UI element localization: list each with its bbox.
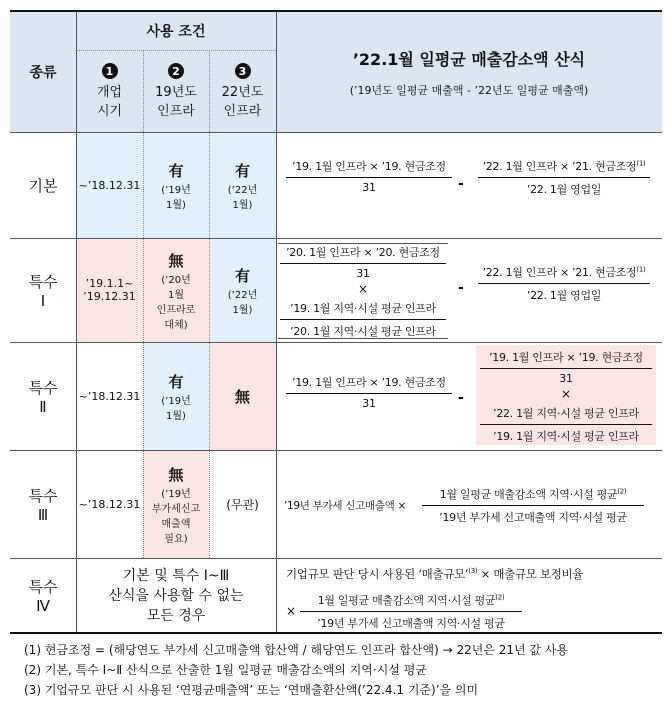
s3-den: ’19년 부가세 신고매출액 지역·시설 평균 xyxy=(439,511,627,524)
s2-infra19-note1: (’19년 xyxy=(161,395,191,407)
s3-opening-cell xyxy=(76,450,143,558)
fraction-bar xyxy=(480,424,652,425)
s2-right-fraction-1 xyxy=(480,349,652,385)
footnote-1: (1) 현금조정 = (해당연도 부가세 신고매출액 합산액 / 해당연도 인프라 합산액) → 22년은 21년 값 사용 xyxy=(24,643,568,657)
s1-infra19-note1: (’20년 xyxy=(161,274,191,286)
s4-cond-line2: 산식을 사용할 수 없는 xyxy=(108,588,244,604)
s2-infra19-main: 有 xyxy=(168,372,184,391)
s1-infra19-note2: 1월 xyxy=(167,289,185,301)
s2-infra22-cell xyxy=(209,342,276,450)
footnote-1-ref: (1) xyxy=(636,265,646,274)
s1-opening-line2: ’19.12.31 xyxy=(83,290,136,303)
row-s2-type xyxy=(10,342,76,450)
s2-infra19-note2: 1월) xyxy=(166,410,186,422)
header-type-cell xyxy=(10,12,76,132)
s2-type-label: 특수 xyxy=(28,378,58,397)
s1-infra22-cell xyxy=(209,238,276,342)
s1-infra19-note3: 인프라로 xyxy=(156,304,196,316)
formula-title: ’22.1월 일평균 매출감소액 산식 xyxy=(352,49,586,69)
basic-right-den: ’22. 1월 영업일 xyxy=(526,183,602,196)
divider xyxy=(76,12,77,632)
s3-infra19-cell xyxy=(143,450,209,558)
basic-opening-cell xyxy=(76,132,143,238)
s2-infra19-cell xyxy=(143,342,209,450)
cond1-label-line1: 개업 xyxy=(96,85,123,100)
s3-prefix: ’19년 부가세 신고매출액 × xyxy=(284,500,406,512)
s2-opening: ~’18.12.31 xyxy=(78,389,141,403)
s2-right-num2: ’22. 1월 지역·시설 평균 인프라 xyxy=(493,407,639,420)
cond1-label-line2: 시기 xyxy=(96,104,123,119)
basic-type-label: 기본 xyxy=(28,176,58,195)
footnote-1-ref: (1) xyxy=(636,159,646,168)
divider xyxy=(143,50,144,558)
fraction-bar xyxy=(286,393,452,394)
s3-infra22-cell xyxy=(209,450,276,558)
s2-right-block xyxy=(476,345,656,445)
divider xyxy=(10,450,662,451)
number-2-icon: 2 xyxy=(168,63,184,79)
fraction-bar xyxy=(478,283,650,284)
s4-type-label: 특수 xyxy=(28,577,58,596)
basic-right-num: ’22. 1월 인프라 × ’21. 현금조정 xyxy=(482,160,637,173)
s1-infra22-main: 有 xyxy=(234,266,250,285)
s3-opening: ~’18.12.31 xyxy=(78,497,141,511)
basic-left-num: ’19. 1월 인프라 × ’19. 현금조정 xyxy=(292,160,446,173)
s2-right-fraction-2 xyxy=(480,405,652,444)
basic-infra22-note: (’22년 xyxy=(227,184,258,196)
s2-left-fraction xyxy=(286,374,452,410)
s2-right-times: × xyxy=(560,387,572,401)
s1-infra22-note2: 1월) xyxy=(232,304,253,316)
header-type-label: 종류 xyxy=(29,65,57,81)
s4-line1-b: × 매출규모 보정비율 xyxy=(477,567,584,581)
formula-table xyxy=(10,10,662,634)
s4-type-numeral: Ⅳ xyxy=(36,596,50,615)
footnote-2: (2) 기본, 특수 Ⅰ~Ⅱ 산식으로 산출한 1월 일평균 매출감소액의 지역·시설 평균 xyxy=(24,663,427,677)
divider xyxy=(76,50,276,51)
divider xyxy=(10,238,662,239)
basic-minus: - xyxy=(458,176,464,192)
divider xyxy=(10,558,662,559)
s4-line1-a: 기업규모 판단 당시 사용된 ‘매출규모’ xyxy=(286,567,469,581)
s1-right-den: ’22. 1월 영업일 xyxy=(526,289,602,302)
header-conditions-label: 사용 조건 xyxy=(146,24,206,40)
header-cond1-cell xyxy=(76,50,143,132)
s3-num: 1월 일평균 매출감소액 지역·시설 평균 xyxy=(439,488,618,501)
basic-infra19-main: 有 xyxy=(168,161,184,180)
s4-num: 1월 일평균 매출감소액 지역·시설 평균 xyxy=(317,594,496,607)
s1-opening-line1: ’19.1.1~ xyxy=(85,277,134,290)
s1-left-times: × xyxy=(357,282,369,296)
number-3-icon: 3 xyxy=(235,63,251,79)
s3-fraction xyxy=(422,486,644,525)
s1-infra19-main: 無 xyxy=(168,251,184,270)
basic-right-fraction xyxy=(478,158,650,197)
s1-right-fraction xyxy=(478,264,650,303)
header-conditions-cell xyxy=(76,12,276,50)
s3-infra19-main: 無 xyxy=(168,465,184,484)
row-s1-type xyxy=(10,238,76,342)
s1-right-num: ’22. 1월 인프라 × ’21. 현금조정 xyxy=(482,266,637,279)
basic-infra22-note2: 1월) xyxy=(232,199,253,211)
footnote-2-ref: (2) xyxy=(495,593,505,602)
s4-fraction xyxy=(300,592,522,631)
s2-right-num: ’19. 1월 인프라 × ’19. 현금조정 xyxy=(489,351,643,364)
divider xyxy=(209,50,210,558)
s3-formula xyxy=(284,486,660,526)
footnotes xyxy=(24,640,568,700)
s3-infra19-note2: 부가세신고 xyxy=(151,503,201,515)
cond3-label-line2: 인프라 xyxy=(223,104,262,119)
row-basic-type xyxy=(10,132,76,238)
s1-minus: - xyxy=(458,280,464,296)
cond2-label-line1: 19년도 xyxy=(155,85,197,100)
fraction-bar xyxy=(286,177,452,178)
s1-left-num: ’20. 1월 인프라 × ’20. 현금조정 xyxy=(286,246,440,259)
s2-opening-cell xyxy=(76,342,143,450)
s3-infra19-note1: (’19년 xyxy=(161,488,191,500)
basic-infra22-cell xyxy=(209,132,276,238)
s3-type-label: 특수 xyxy=(28,486,58,505)
footnote-2-ref: (2) xyxy=(617,487,627,496)
s2-infra22-main: 無 xyxy=(234,387,250,406)
basic-left-fraction xyxy=(286,158,452,194)
s1-infra19-cell xyxy=(143,238,209,342)
fraction-bar xyxy=(422,505,644,506)
s3-infra22-main: (무관) xyxy=(226,497,259,512)
s2-minus: - xyxy=(458,390,464,406)
s3-infra19-note4: 필요) xyxy=(164,533,188,545)
footnote-3: (3) 기업규모 판단 시 사용된 ‘연평균매출액’ 또는 ‘연매출환산액(’22.4.1 기준)’을 의미 xyxy=(24,683,479,697)
s3-type-numeral: Ⅲ xyxy=(37,505,49,524)
s2-left-den: 31 xyxy=(362,397,376,410)
row-s4-type xyxy=(10,558,76,632)
s1-left-den: 31 xyxy=(356,267,370,280)
s1-type-label: 특수 xyxy=(28,272,58,291)
basic-left-den: 31 xyxy=(362,181,376,194)
s1-infra19-note4: 대체) xyxy=(164,319,188,331)
basic-opening: ~’18.12.31 xyxy=(78,178,141,192)
basic-infra19-cell xyxy=(143,132,209,238)
s4-times: × xyxy=(286,604,297,618)
s2-right-den2: ’19. 1월 지역·시설 평균 인프라 xyxy=(493,430,639,443)
s2-type-numeral: Ⅱ xyxy=(39,397,47,416)
s1-left-frame xyxy=(278,243,448,339)
s1-type-numeral: Ⅰ xyxy=(40,291,46,310)
fraction-bar xyxy=(300,611,522,612)
header-formula-cell xyxy=(276,12,662,132)
s4-formula xyxy=(284,564,660,628)
s1-left-den2: ’20. 1월 지역·시설 평균 인프라 xyxy=(290,325,436,338)
cond2-label-line2: 인프라 xyxy=(157,104,195,119)
header-cond2-cell xyxy=(143,50,209,132)
s2-left-num: ’19. 1월 인프라 × ’19. 현금조정 xyxy=(292,376,446,389)
basic-infra22-main: 有 xyxy=(234,161,250,180)
s3-infra19-note3: 매출액 xyxy=(161,518,191,530)
divider xyxy=(10,342,662,343)
s2-right-den: 31 xyxy=(559,372,573,385)
s4-cond-line3: 모든 경우 xyxy=(146,608,206,624)
cond3-label-line1: 22년도 xyxy=(221,85,264,100)
s4-den: ’19년 부가세 신고매출액 지역·시설 평균 xyxy=(317,617,505,630)
s1-left-num2: ’19. 1월 지역·시설 평균 인프라 xyxy=(290,302,436,315)
s1-infra22-note1: (’22년 xyxy=(227,289,258,301)
header-cond3-cell xyxy=(209,50,276,132)
number-1-icon: 1 xyxy=(102,63,118,79)
s4-condition-cell xyxy=(76,558,276,632)
footnote-3-ref: (3) xyxy=(468,567,478,576)
formula-subtitle: (’19년도 일평균 매출액 - ’22년도 일평균 매출액) xyxy=(349,83,589,97)
s1-opening-cell xyxy=(76,238,143,342)
basic-infra19-note2: 1월) xyxy=(166,199,186,211)
s4-cond-line1: 기본 및 특수 Ⅰ~Ⅲ xyxy=(122,568,230,584)
s4-line1 xyxy=(286,566,583,582)
row-s3-type xyxy=(10,450,76,558)
fraction-bar xyxy=(478,177,650,178)
divider xyxy=(10,132,662,133)
fraction-bar xyxy=(480,368,652,369)
divider xyxy=(276,12,277,632)
basic-infra19-note: (’19년 xyxy=(161,184,191,196)
